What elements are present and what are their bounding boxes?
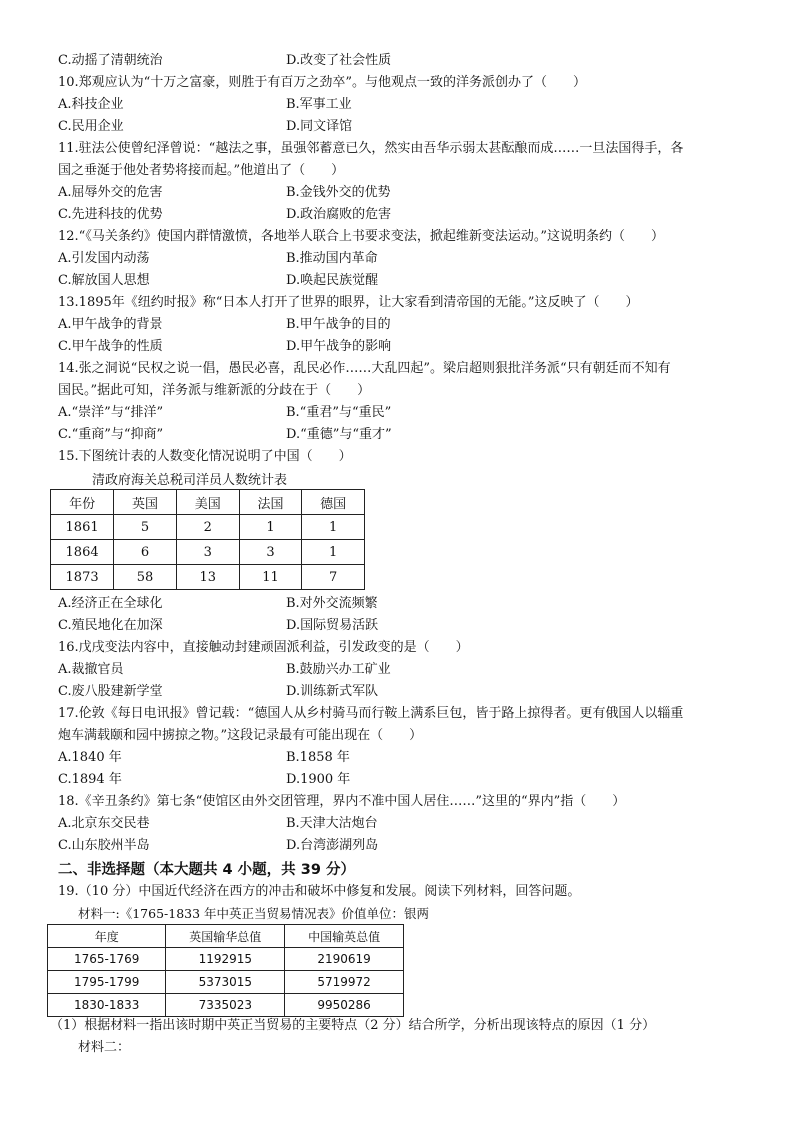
q15-header-cell: 法国 (239, 490, 302, 515)
q19-header-cell: 中国输英总值 (285, 925, 404, 948)
q11-stem-line2: 国之垂涎于他处者势将接而起。”他道出了（ ） (58, 163, 345, 178)
q15-header-cell: 英国 (114, 490, 177, 515)
table-cell: 2 (176, 515, 239, 540)
q18-option-a: A.北京东交民巷 (58, 816, 150, 831)
q10-option-c: C.民用企业 (58, 119, 124, 134)
q14-option-b: B.“重君”与“重民” (286, 405, 392, 420)
q11-option-b: B.金钱外交的优势 (286, 185, 391, 200)
table-cell: 1 (302, 540, 365, 565)
q17-option-d: D.1900 年 (286, 772, 351, 787)
table-cell: 2190619 (285, 948, 404, 971)
q13-option-c: C.甲午战争的性质 (58, 339, 163, 354)
q15-table-header-row (51, 490, 365, 515)
table-row (51, 515, 365, 540)
q14-stem-line1: 14.张之洞说“民权之说一倡，愚民必喜，乱民必作……大乱四起”。梁启超则狠批洋务派“只有朝廷而不知有 (58, 361, 671, 376)
q19-stem: 19.（10 分）中国近代经济在西方的冲击和破坏中修复和发展。阅读下列材料，回答问题。 (58, 884, 581, 899)
q19-table-header-row (48, 925, 404, 948)
q10-option-b: B.军事工业 (286, 97, 352, 112)
q18-option-d: D.台湾澎湖列岛 (286, 838, 379, 853)
q19-subquestion-1: （1）根据材料一指出该时期中英正当贸易的主要特点（2 分）结合所学，分析出现该特点的原因（1 分） (50, 1018, 656, 1033)
q13-stem: 13.1895年《纽约时报》称“日本人打开了世界的眼界，让大家看到清帝国的无能。”这反映了（ ） (58, 295, 639, 310)
table-cell: 9950286 (285, 994, 404, 1017)
table-row (51, 540, 365, 565)
q12-stem: 12.“《马关条约》使国内群情激愤，各地举人联合上书要求变法，掀起维新变法运动。”这说明条约（ ） (58, 229, 664, 244)
q10-stem: 10.郑观应认为“十万之富豪，则胜于有百万之劲卒”。与他观点一致的洋务派创办了（ ） (58, 75, 586, 90)
q9-option-d: D.改变了社会性质 (286, 53, 392, 68)
q15-option-c: C.殖民地化在加深 (58, 618, 163, 633)
q19-trade-table (47, 924, 404, 1017)
table-cell: 3 (239, 540, 302, 565)
table-cell: 1864 (51, 540, 114, 565)
table-cell: 5 (114, 515, 177, 540)
table-row (48, 994, 404, 1017)
q19-header-cell: 英国输华总值 (166, 925, 285, 948)
table-cell: 1 (239, 515, 302, 540)
q9-option-c: C.动摇了清朝统治 (58, 53, 163, 68)
q10-option-a: A.科技企业 (58, 97, 124, 112)
q14-stem-line2: 国民。”据此可知，洋务派与维新派的分歧在于（ ） (58, 383, 371, 398)
q13-option-b: B.甲午战争的目的 (286, 317, 391, 332)
q15-table-title: 清政府海关总税司洋员人数统计表 (92, 473, 288, 488)
table-cell: 5373015 (166, 971, 285, 994)
q17-option-b: B.1858 年 (286, 750, 350, 765)
table-row (51, 565, 365, 590)
q15-option-d: D.国际贸易活跃 (286, 618, 379, 633)
q19-material2-label: 材料二： (78, 1040, 131, 1055)
table-cell: 13 (176, 565, 239, 590)
q18-option-c: C.山东胶州半岛 (58, 838, 150, 853)
q16-option-c: C.废八股建新学堂 (58, 684, 163, 699)
table-cell: 1830-1833 (48, 994, 166, 1017)
table-cell: 3 (176, 540, 239, 565)
q15-header-cell: 年份 (51, 490, 114, 515)
table-row (48, 971, 404, 994)
table-cell: 11 (239, 565, 302, 590)
q19-material1-caption: 材料一:《1765-1833 年中英正当贸易情况表》价值单位：银两 (78, 906, 430, 921)
q16-option-d: D.训练新式军队 (286, 684, 379, 699)
table-cell: 1192915 (166, 948, 285, 971)
q17-option-a: A.1840 年 (58, 750, 122, 765)
table-cell: 58 (114, 565, 177, 590)
q12-option-d: D.唤起民族觉醒 (286, 273, 379, 288)
q11-stem-line1: 11.驻法公使曾纪泽曾说：“越法之事，虽强邻蓄意已久，然实由吾华示弱太甚酝酿而成……一旦法国得手，各 (58, 141, 684, 156)
q12-option-a: A.引发国内动荡 (58, 251, 150, 266)
q11-option-c: C.先进科技的优势 (58, 207, 163, 222)
q14-option-a: A.“崇洋”与“排洋” (58, 405, 164, 420)
table-row (48, 948, 404, 971)
q18-stem: 18.《辛丑条约》第七条“使馆区由外交团管理，界内不准中国人居住……”这里的“界内”指（ ） (58, 794, 626, 809)
table-cell: 1861 (51, 515, 114, 540)
q15-header-cell: 德国 (302, 490, 365, 515)
q16-option-b: B.鼓励兴办工矿业 (286, 662, 391, 677)
q11-option-a: A.屈辱外交的危害 (58, 185, 163, 200)
q15-option-b: B.对外交流频繁 (286, 596, 378, 611)
q13-option-a: A.甲午战争的背景 (58, 317, 163, 332)
q16-stem: 16.戊戌变法内容中，直接触动封建顽固派利益，引发政变的是（ ） (58, 640, 469, 655)
table-cell: 1795-1799 (48, 971, 166, 994)
q17-option-c: C.1894 年 (58, 772, 122, 787)
q16-option-a: A.裁撤官员 (58, 662, 124, 677)
section-heading: 二、非选择题（本大题共 4 小题，共 39 分） (58, 862, 355, 878)
table-cell: 6 (114, 540, 177, 565)
q14-option-c: C.“重商”与“抑商” (58, 427, 164, 442)
q17-stem-line1: 17.伦敦《每日电讯报》曾记载：“德国人从乡村骑马而行鞍上满系巨包，皆于路上掠得者。更有俄国人以辎重 (58, 706, 684, 721)
q11-option-d: D.政治腐败的危害 (286, 207, 392, 222)
table-cell: 5719972 (285, 971, 404, 994)
q15-option-a: A.经济正在全球化 (58, 596, 163, 611)
table-cell: 1765-1769 (48, 948, 166, 971)
q17-stem-line2: 炮车满载颐和园中掳掠之物。”这段记录最有可能出现在（ ） (58, 728, 423, 743)
q14-option-d: D.“重德”与“重才” (286, 427, 392, 442)
table-cell: 1 (302, 515, 365, 540)
table-cell: 7 (302, 565, 365, 590)
q10-option-d: D.同文译馆 (286, 119, 353, 134)
q15-table (50, 489, 365, 590)
table-cell: 7335023 (166, 994, 285, 1017)
q19-header-cell: 年度 (48, 925, 166, 948)
table-cell: 1873 (51, 565, 114, 590)
q12-option-c: C.解放国人思想 (58, 273, 150, 288)
q12-option-b: B.推动国内革命 (286, 251, 378, 266)
q15-stem: 15.下图统计表的人数变化情况说明了中国（ ） (58, 449, 352, 464)
q15-header-cell: 美国 (176, 490, 239, 515)
q18-option-b: B.天津大沽炮台 (286, 816, 378, 831)
q13-option-d: D.甲午战争的影响 (286, 339, 392, 354)
